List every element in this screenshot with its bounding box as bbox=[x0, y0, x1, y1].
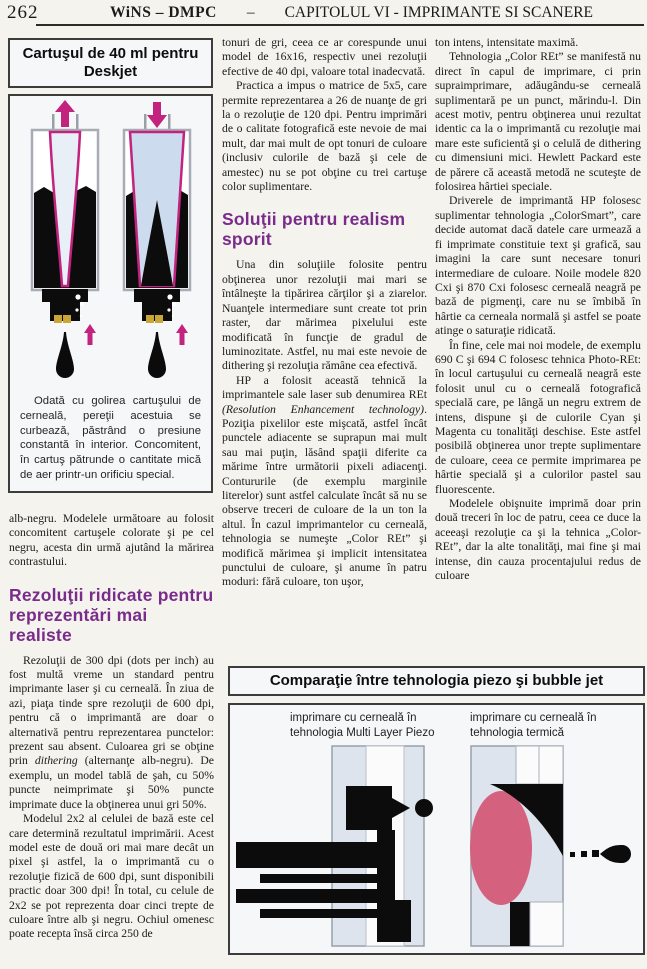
running-header bbox=[110, 4, 593, 22]
ink-drop-icon bbox=[148, 332, 166, 378]
ink-drop-icon bbox=[56, 332, 74, 378]
paragraph-text: (alternanţe alb-negru). De exemplu, un model tablă de şah, cu 50% puncte neimprimate şi 50% puncte imprimate duce la obţinerea unui gri 50%. bbox=[9, 754, 214, 811]
ink-drop-icon bbox=[415, 799, 433, 817]
paragraph: tonuri de gri, ceea ce ar corespunde unui model de 16x16, respectiv unei rezoluţii efective de 40 dpi, valoare total inadecvată. bbox=[222, 36, 427, 78]
paragraph bbox=[222, 374, 427, 590]
header-rule bbox=[36, 24, 644, 26]
figure-cartridge-body bbox=[8, 94, 213, 493]
figure-cartridge-caption: Odată cu golirea cartuşului de cerneală, pereţii acestuia se curbează, păstrând o presiune constantă în interior. Concomitent, în cartuş pătrunde o cantitate mică de aer printr-un orificiu special. bbox=[20, 395, 201, 481]
ink-drop-icon bbox=[600, 845, 631, 863]
figure-compare-title: Comparaţie între tehnologia piezo şi bubble jet bbox=[228, 666, 645, 696]
paragraph: Una din soluţiile folosite pentru obţinerea unor rezoluţii mai mari se întâlneşte la tipărirea cărţilor şi a ziarelor. Nuanţele intermediare sunt create tot prin raster, dar mărimea pixelului este modificată în funcţie de gradul de luminozitate. Astfel, nu mai este nevoie de dithering şi rezoluţia rămâne cea efectivă. bbox=[222, 258, 427, 373]
paragraph-text: Rezoluţii de 300 dpi (dots per inch) au fost multă vreme un standard pentru imprimante laser şi cu cerneală. În ziua de azi, piaţa tinde spre rezoluţii de 600 dpi, pentru că o imprimantă are doar o alternativă pentru reprezentarea punctelor: prezent sau absent. Culoarea gri se obţine prin bbox=[9, 653, 214, 768]
chapter-title: CAPITOLUL VI - IMPRIMANTE SI SCANERE bbox=[284, 4, 594, 21]
paragraph bbox=[9, 654, 214, 812]
section-heading-solutions: Soluţii pentru realism sporit bbox=[222, 209, 406, 250]
cartridge-illustration bbox=[18, 100, 204, 392]
section-heading-resolutions: Rezoluţii ridicate pentru reprezentări mai realiste bbox=[9, 584, 214, 645]
paragraph-text: . Poziţia pixelilor este mişcată, astfel încât punctele adiacente se suprapun mai mult sau mai puţin, lăsând spaţii diferite ca mărime între următorii pixeli adiacenţi. Contururile (de exemplu marginile literelor) sunt astfel calculate încât să nu se observe treceri de culoare de la un ton la altul. În cazul imprimantelor cu cerneală, tehnologia se numeşte „Color REt” şi modifică mărimea şi implicit intensitatea punctului de culoare, şi anume în patru moduri: fără culoare, ton uşor, bbox=[222, 402, 427, 589]
paragraph: Tehnologia „Color REt” se manifestă nu direct în capul de imprimare, ci prin supraimprimare, adăugându-se cerneală suplimentară pe un punct, mărindu-l. Din acest motiv, pentru obţinerea unui rezultat identic ca la o imprimantă cu rezoluţie mai mare este suficientă şi o celulă de dithering cu dimensiuni mici. Hewlett Packard este de părere că această metodă ne scuteşte de folosirea hârtiei speciale. bbox=[435, 50, 641, 194]
column-3 bbox=[435, 36, 641, 662]
paragraph: Modelele obişnuite imprimă doar prin două treceri în loc de patru, ceea ce duce la aceeaşi rezoluţie ca şi la tehnica „Color-REt”, dar la alte tonalităţi, mai fine şi mai intense, din cauza procentajului redus de culoare bbox=[435, 497, 641, 583]
ejected-droplets bbox=[570, 845, 631, 863]
page-number: 262 bbox=[7, 2, 39, 23]
book-title: WiNS – DMPC bbox=[110, 4, 217, 21]
paragraph-text: HP a folosit această tehnică la imprimantele sale laser sub denumirea REt bbox=[222, 373, 427, 402]
piezo-diagram bbox=[236, 746, 433, 946]
paragraph: alb-negru. Modelele următoare au folosit concomitent cartuşele colorate şi pe cel negru, acesta din urmă ajutând la mărirea contrastului. bbox=[9, 512, 214, 569]
label-piezo: imprimare cu cerneală în tehnologia Multi Layer Piezo bbox=[290, 712, 435, 739]
cartridge-left bbox=[32, 100, 98, 378]
paragraph: ton intens, intensitate maximă. bbox=[435, 36, 579, 49]
compare-illustration bbox=[234, 742, 639, 950]
figure-compare-body bbox=[228, 703, 645, 955]
arrow-small-up-icon bbox=[84, 324, 96, 345]
label-thermal: imprimare cu cerneală în tehnologia termică bbox=[470, 712, 597, 739]
arrow-up-icon bbox=[55, 100, 75, 127]
paragraph: Modelul 2x2 al celulei de bază este cel care determină rezultatul imprimării. Acest model este de două ori mai mare decât un pixel şi astfel, la o imprimantă cu o rezoluţie fizică de 600 dpi, sunt disponibili practic doar 300 dpi! În total, cu celule de 2x2 se pot reprezenta doar cinci trepte de culoare între alb şi negru. Ochiul omenesc poate recepta însă circa 250 de bbox=[9, 812, 214, 941]
paragraph: În fine, cele mai noi modele, de exemplu 690 C şi 694 C folosesc tehnica Photo-REt: în locul cartuşului cu cerneală neagră este folosit unul cu o cerneală fotografică specială care, pe lângă un negru extrem de intens, dispune şi de culorile Cyan şi Magenta cu tonalităţi deschise. Este astfel posibilă obţinerea unor trepte suplimentare de culoare, ceea ce permite imprimarea pe hârtie specială şi a culorilor pastel sau fluorescente. bbox=[435, 338, 641, 496]
italic-term: (Resolution Enhancement technology) bbox=[222, 402, 425, 416]
italic-term: dithering bbox=[34, 754, 78, 768]
header-dash: – bbox=[246, 4, 255, 21]
column-1 bbox=[9, 512, 214, 966]
thermal-bubble bbox=[470, 791, 532, 905]
cartridge-right bbox=[124, 102, 190, 378]
arrow-small-up-icon bbox=[176, 324, 188, 345]
arrow-down-icon bbox=[147, 102, 167, 128]
paragraph: Practica a impus o matrice de 5x5, care permite reprezentarea a 26 de nuanţe de gri la o rezoluţie de 120 dpi. Pentru imprimări de o calitate fotografică este nevoie de mai mult, dar mai mult de opt tonuri de culoare (inclusiv culorile de bază şi cele de amestec) nu se pot obţine cu trei cartuşe color suplimentare. bbox=[222, 79, 427, 194]
figure-compare bbox=[228, 666, 645, 955]
figure-cartridge bbox=[8, 38, 213, 493]
thermal-diagram bbox=[470, 746, 631, 946]
column-2 bbox=[222, 36, 427, 664]
figure-cartridge-title: Cartuşul de 40 ml pentru Deskjet bbox=[8, 38, 213, 88]
paragraph: Driverele de imprimantă HP folosesc suplimentar tehnologia „ColorSmart”, care decide automat dacă datele care urmează a fi imprimate constituie text şi grafică, sau imagini la care sunt necesare tonuri intermediare de culoare. Noile modele 820 Cxi şi 870 Cxi folosesc cerneală neagră pe bază de pigmenţi, care nu se îmbibă în hârtie ca cerneala normală şi astfel se poate atinge o saturaţie ridicată. bbox=[435, 194, 641, 338]
